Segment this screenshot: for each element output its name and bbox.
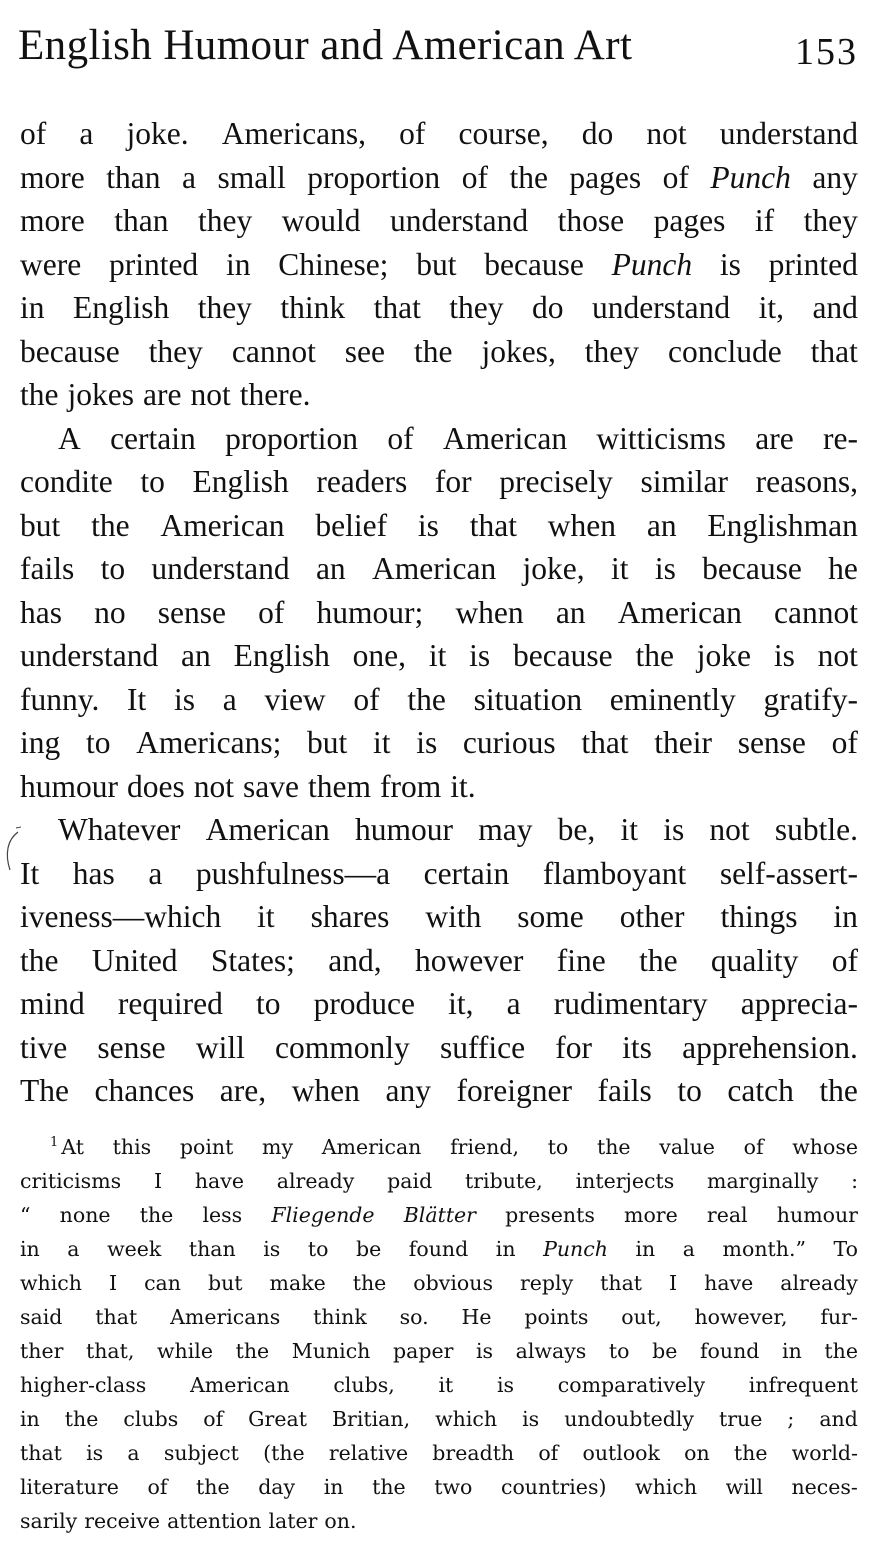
footnote-line: “ none the less Fliegende Blätter presents more real humour (20, 1203, 858, 1227)
page-number: 153 (795, 31, 858, 73)
footnote (20, 1130, 858, 1538)
footnote-line: sarily receive attention later on. (20, 1509, 357, 1533)
text-line: the jokes are not there. (20, 377, 311, 412)
running-title: English Humour and American Art (18, 22, 633, 69)
text-line: Whatever American humour may be, it is not subtle. (58, 812, 858, 847)
body-text (20, 112, 858, 1113)
footnote-line: in the clubs of Great Britian, which is undoubtedly true ; and (20, 1407, 858, 1431)
footnote-line: that is a subject (the relative breadth of outlook on the world- (20, 1441, 858, 1465)
footnote-line: in a week than is to be found in Punch in a month.” To (20, 1237, 858, 1261)
text-line: were printed in Chinese; but because Punch is printed (20, 246, 858, 282)
footnote-line: which I can but make the obvious reply that I have already (20, 1271, 858, 1295)
text-line: tive sense will commonly suffice for its apprehension. (20, 1029, 858, 1065)
footnote-marker: 1 (50, 1135, 59, 1150)
page-header (18, 20, 858, 72)
text-line: ing to Americans; but it is curious that their sense of (20, 725, 858, 760)
text-line: more than a small proportion of the pages of Punch any (20, 159, 858, 195)
text-line: understand an English one, it is because the joke is not (20, 638, 858, 673)
text-line: more than they would understand those pages if they (20, 203, 858, 238)
text-line: funny. It is a view of the situation eminently gratify- (20, 681, 858, 717)
text-line: condite to English readers for precisely similar reasons, (20, 464, 858, 499)
text-line: has no sense of humour; when an American cannot (20, 594, 858, 630)
footnote-line: literature of the day in the two countries) which will neces- (20, 1475, 858, 1499)
text-line: the United States; and, however fine the quality of (20, 942, 858, 978)
text-line: It has a pushfulness—a certain flamboyant self-assert- (20, 855, 858, 891)
footnote-line: criticisms I have already paid tribute, interjects marginally : (20, 1169, 858, 1193)
text-line: A certain proportion of American witticisms are re- (58, 420, 858, 456)
text-line: of a joke. Americans, of course, do not understand (20, 116, 858, 151)
text-line: fails to understand an American joke, it is because he (20, 551, 858, 586)
text-line: but the American belief is that when an Englishman (20, 507, 858, 543)
text-line: humour does not save them from it. (20, 768, 476, 804)
text-line: mind required to produce it, a rudimentary apprecia- (20, 986, 858, 1021)
footnote-line: $^1$ At this point my American friend, to the value of whose (50, 1135, 858, 1159)
text-line: The chances are, when any foreigner fails to catch the (20, 1073, 858, 1108)
footnote-line: ther that, while the Munich paper is always to be found in the (20, 1339, 858, 1363)
footnote-line: higher-class American clubs, it is comparatively infrequent (20, 1373, 858, 1397)
text-line: iveness—which it shares with some other things in (20, 899, 858, 934)
text-line: because they cannot see the jokes, they conclude that (20, 333, 858, 369)
footnote-line: said that Americans think so. He points out, however, fur- (20, 1305, 858, 1329)
margin-pencil-mark (2, 826, 22, 896)
text-line: in English they think that they do understand it, and (20, 290, 858, 325)
